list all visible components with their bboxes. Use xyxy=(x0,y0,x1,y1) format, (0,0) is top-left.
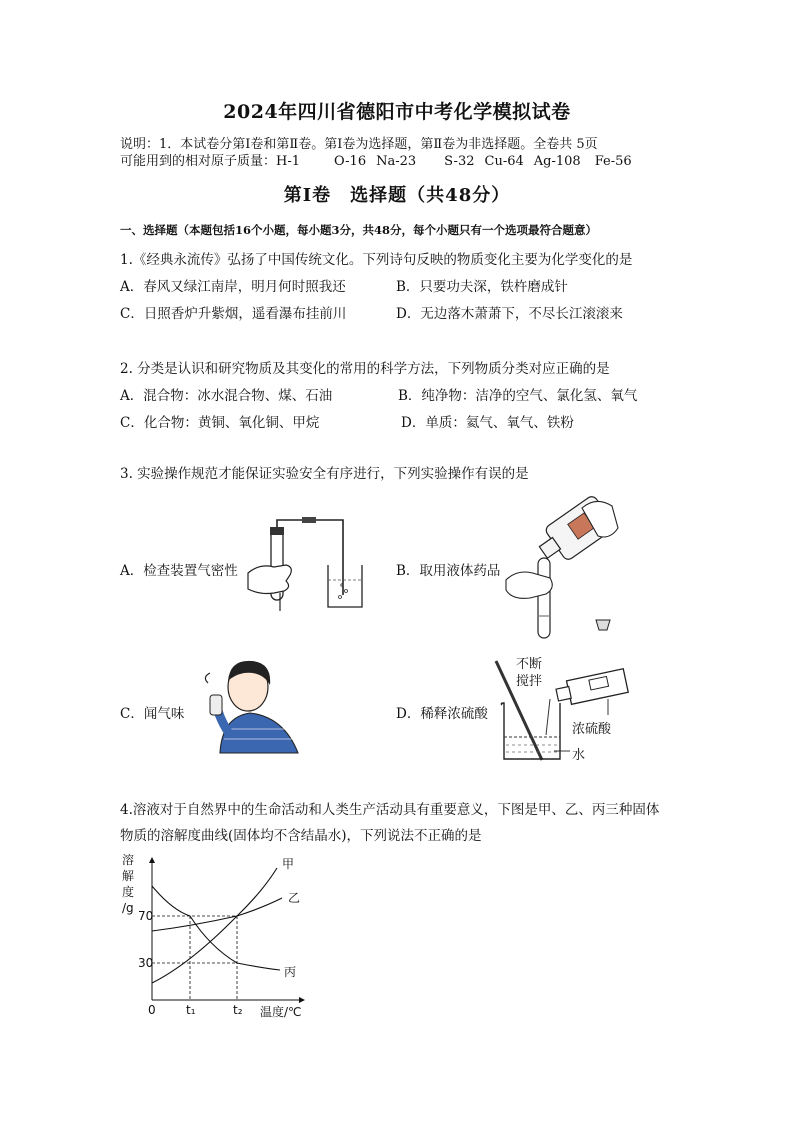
question-1-option-b: B．只要功夫深，铁杵磨成针 xyxy=(396,279,568,295)
chart-labels xyxy=(122,852,302,1019)
question-3-stem: 3. 实验操作规范才能保证实验安全有序进行，下列实验操作有误的是 xyxy=(120,466,529,482)
atomic-mass-item: Cu-64 xyxy=(484,154,524,169)
exam-title: 2024年四川省德阳市中考化学模拟试卷 xyxy=(223,101,571,123)
y-tick-30: 30 xyxy=(138,956,154,970)
question-3-option-d: D．稀释浓硫酸 xyxy=(396,706,488,722)
series-label-3: 丙 xyxy=(284,965,297,979)
acid-bottle-neck-shape xyxy=(556,686,571,700)
y-axis-label-char: 度 xyxy=(122,885,135,899)
figure-airtightness-check xyxy=(240,515,375,615)
question-1-option-a: A．春风又绿江南岸，明月何时照我还 xyxy=(120,279,346,295)
stopper-shape xyxy=(596,620,610,630)
curve-1 xyxy=(152,868,277,983)
water-label: 水 xyxy=(572,748,586,763)
exam-note-line1: 说明：1．本试卷分第Ⅰ卷和第Ⅱ卷。第Ⅰ卷为选择题，第Ⅱ卷为非选择题。全卷共 5页 xyxy=(120,137,598,152)
x-axis-label: 温度/℃ xyxy=(260,1005,302,1019)
stir-label xyxy=(516,656,542,690)
figure-smell-gas xyxy=(200,655,305,755)
section-instruction: 一、选择题（本题包括16个小题，每小题3分，共48分，每个小题只有一个选项最符合题意） xyxy=(120,223,598,237)
question-3-option-b: B．取用液体药品 xyxy=(396,563,501,579)
curve-2 xyxy=(152,898,282,931)
beaker-shape xyxy=(328,565,362,607)
y-axis-label-char: 溶 xyxy=(122,853,135,867)
atomic-mass-label: 可能用到的相对原子质量： xyxy=(120,154,277,169)
solubility-curves xyxy=(152,868,282,983)
hand-shape xyxy=(248,565,291,594)
atomic-mass-item: Na-23 xyxy=(376,154,417,169)
series-label-2: 乙 xyxy=(288,891,301,905)
x-tick-1: t₁ xyxy=(186,1003,196,1017)
atomic-mass-item: O-16 xyxy=(334,154,367,169)
stir-label-line2: 搅拌 xyxy=(516,674,543,689)
question-2-option-a: A．混合物：冰水混合物、煤、石油 xyxy=(120,388,333,404)
figure-dilute-acid xyxy=(490,655,640,767)
question-3-option-a: A．检查装置气密性 xyxy=(120,563,238,579)
acid-label: 浓硫酸 xyxy=(572,722,612,737)
y-axis-label-char: /g xyxy=(122,901,134,915)
y-tick-70: 70 xyxy=(138,909,154,923)
origin-label: 0 xyxy=(148,1003,156,1017)
stir-label-line1: 不断 xyxy=(516,657,543,672)
question-2-option-d: D．单质：氦气、氧气、铁粉 xyxy=(401,415,574,431)
fanning-hand-shape xyxy=(205,673,210,683)
x-tick-2: t₂ xyxy=(233,1003,243,1017)
section-title: 第Ⅰ卷 选择题（共48分） xyxy=(283,185,511,206)
question-3-option-c: C．闻气味 xyxy=(120,706,185,722)
bottle-shape xyxy=(210,695,222,715)
test-tube-shape xyxy=(538,558,550,638)
connector-shape xyxy=(302,517,316,523)
bubble-shape xyxy=(345,590,348,593)
solubility-chart xyxy=(112,852,312,1020)
atomic-mass-line xyxy=(120,153,647,170)
atomic-mass-item: S-32 xyxy=(444,154,475,169)
hand-shape xyxy=(506,572,552,598)
acid-stream-shape xyxy=(546,699,550,735)
y-axis-label-char: 解 xyxy=(122,869,135,883)
series-label-1: 甲 xyxy=(282,857,295,871)
question-1-option-c: C．日照香炉升紫烟，遥看瀑布挂前川 xyxy=(120,306,347,322)
question-1-stem: 1.《经典永流传》弘扬了中国传统文化。下列诗句反映的物质变化主要为化学变化的是 xyxy=(120,252,633,268)
question-2-stem: 2. 分类是认识和研究物质及其变化的常用的科学方法，下列物质分类对应正确的是 xyxy=(120,361,610,377)
figure-pour-liquid xyxy=(500,488,630,643)
rubber-stopper-shape xyxy=(270,527,284,535)
question-2-option-c: C．化合物：黄铜、氧化铜、甲烷 xyxy=(120,415,320,431)
atomic-mass-item: Fe-56 xyxy=(594,154,632,169)
question-4-stem-line1: 4.溶液对于自然界中的生命活动和人类生产活动具有重要意义，下图是甲、乙、丙三种固体 xyxy=(120,802,660,818)
question-1-option-d: D．无边落木萧萧下，不尽长江滚滚来 xyxy=(396,306,623,322)
beaker-shape xyxy=(501,703,560,759)
bubble-shape xyxy=(341,584,343,586)
atomic-mass-item: Ag-108 xyxy=(533,154,581,169)
bubble-shape xyxy=(339,596,342,599)
atomic-mass-item: H-1 xyxy=(276,154,301,169)
question-2-option-b: B．纯净物：洁净的空气、氯化氢、氧气 xyxy=(398,388,638,404)
question-4-stem-line2: 物质的溶解度曲线(固体均不含结晶水)，下列说法不正确的是 xyxy=(120,828,482,844)
